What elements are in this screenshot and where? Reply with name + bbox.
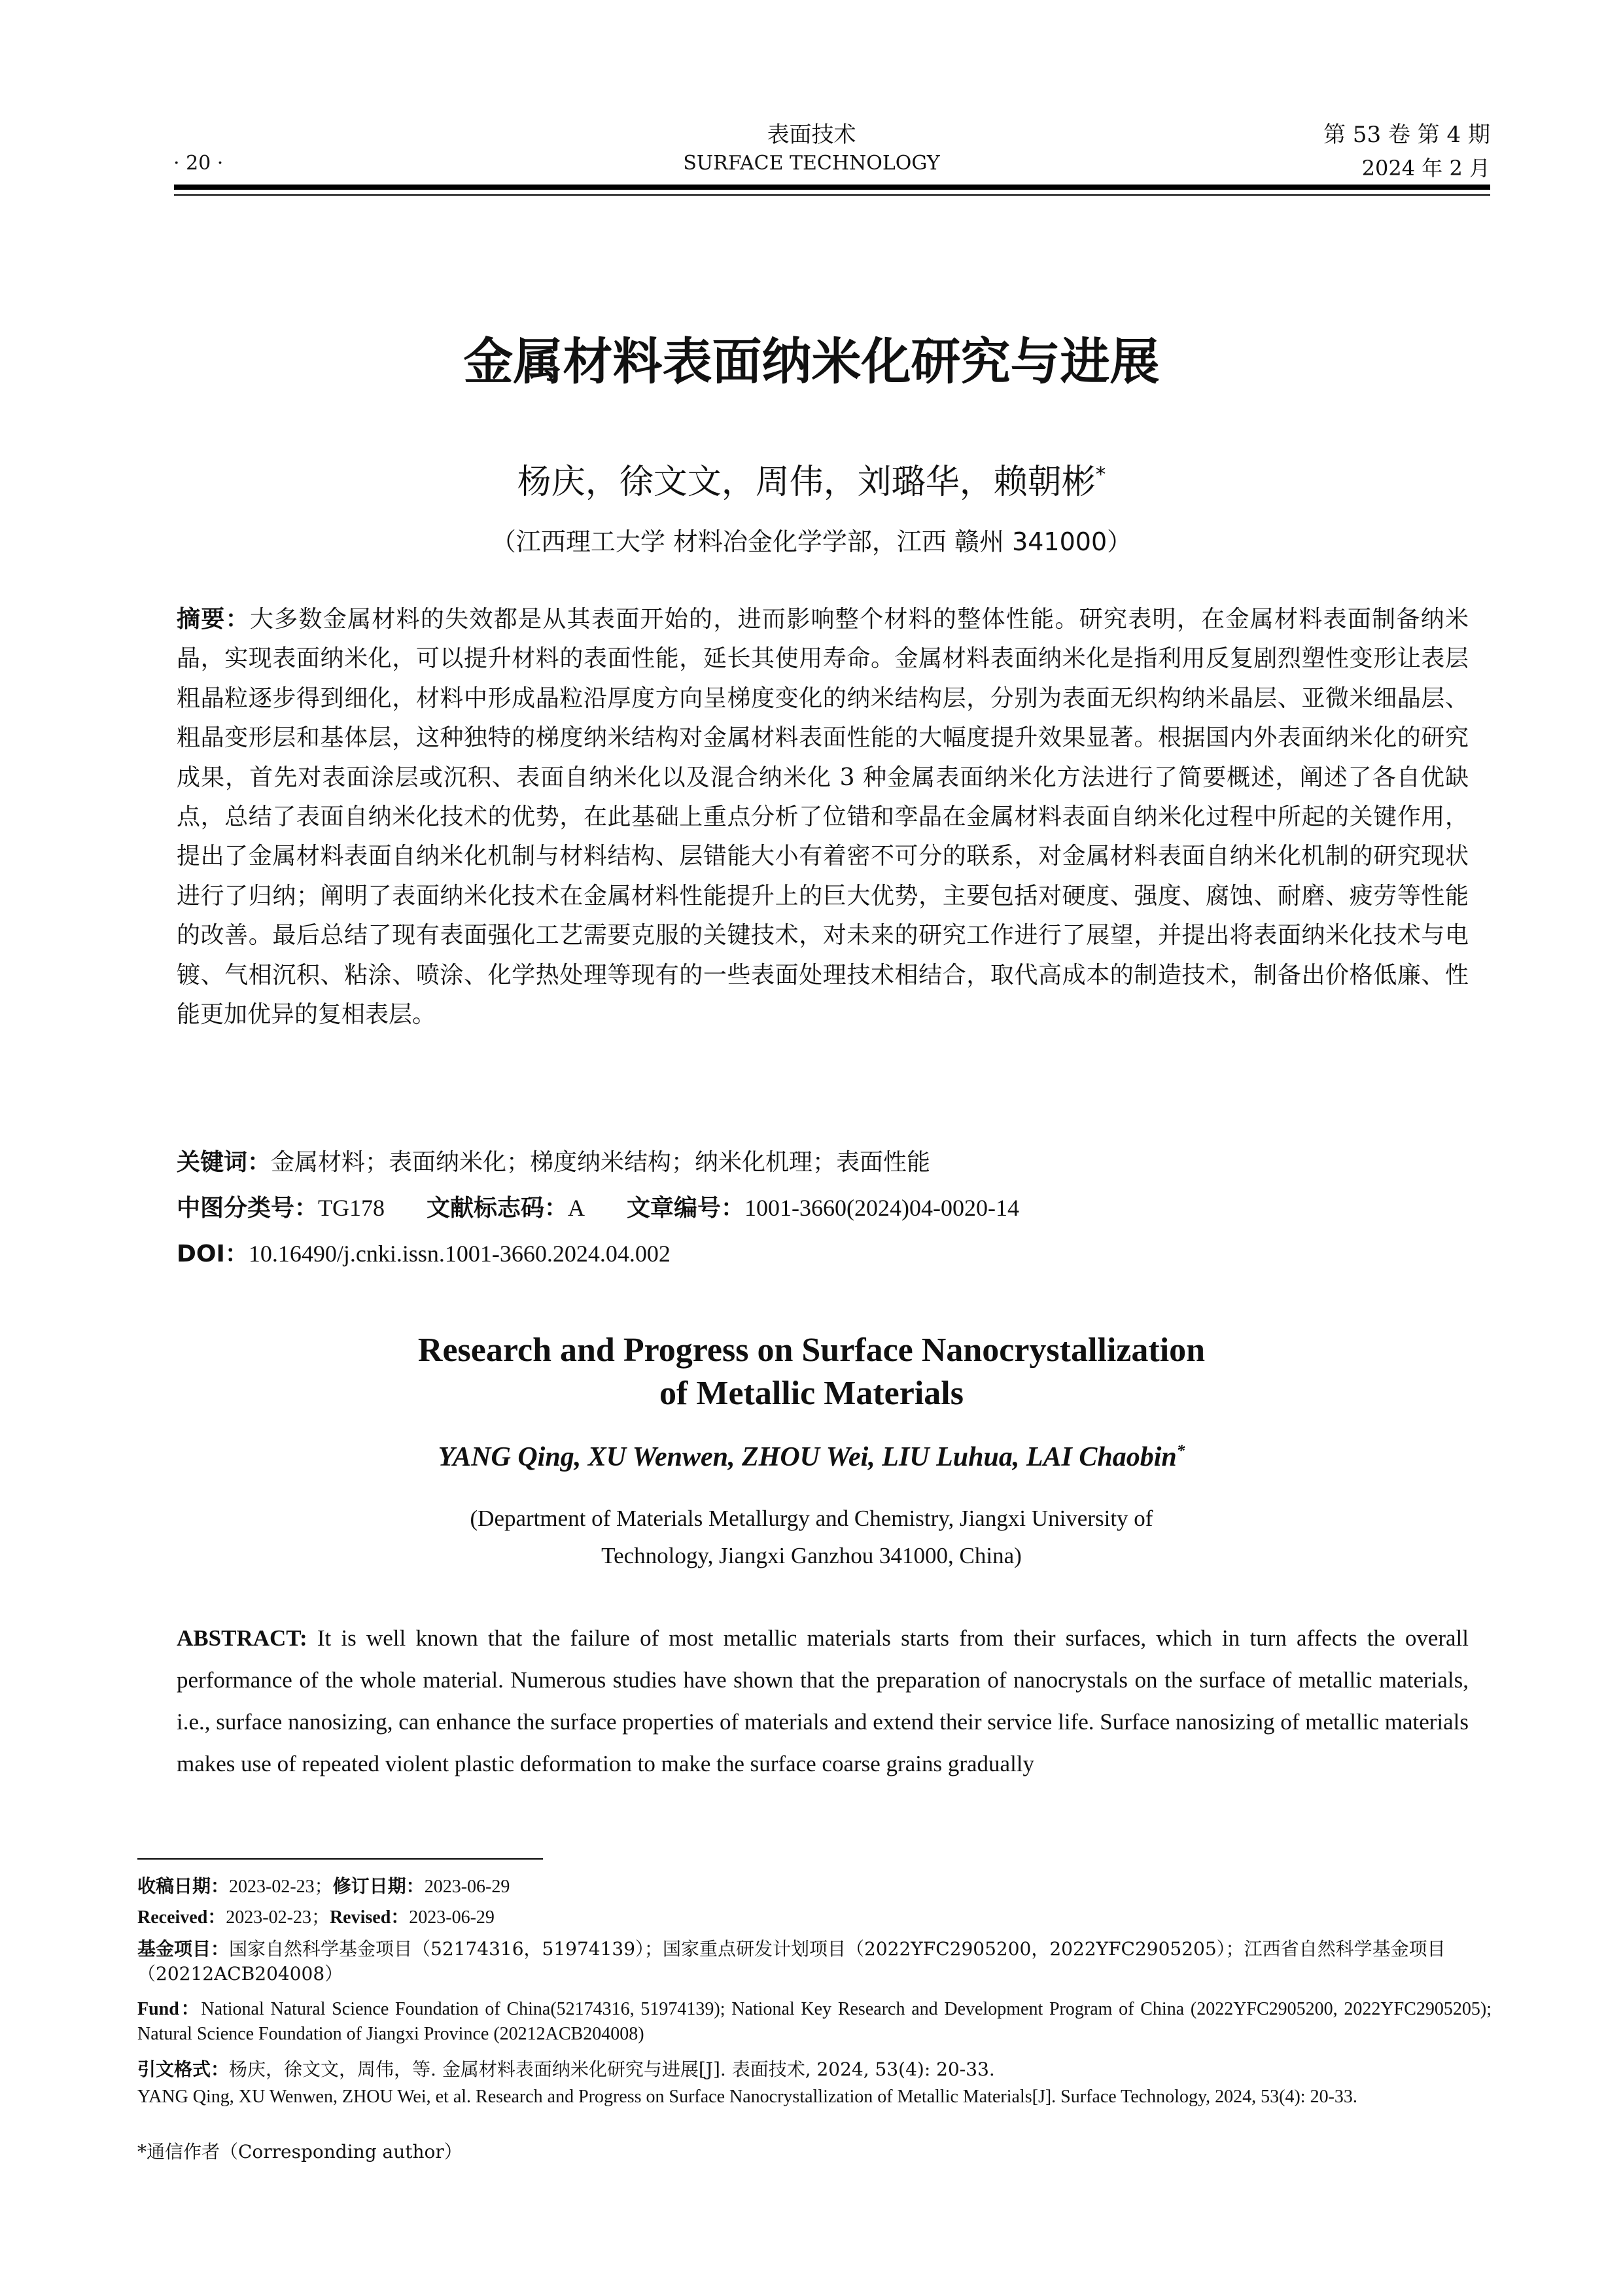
citation-en: YANG Qing, XU Wenwen, ZHOU Wei, et al. Research and Progress on Surface Nanocrystallization of Metallic Materials[J]. Surface Technology, 2024, 53(4): 20-33. (137, 2087, 1357, 2107)
authors-en (0, 1441, 1623, 1473)
revised-en-value: 2023-06-29 (409, 1907, 495, 1928)
citation-cn (137, 2057, 1492, 2082)
received-cn-label: 收稿日期： (137, 1875, 230, 1897)
affiliation-en-line1: (Department of Materials Metallurgy and Chemistry, Jiangxi University of (470, 1506, 1153, 1531)
abstract-cn-text: 大多数金属材料的失效都是从其表面开始的，进而影响整个材料的整体性能。研究表明，在金属材料表面制备纳米晶，实现表面纳米化，可以提升材料的表面性能，延长其使用寿命。金属材料表面纳米化是指利用反复剧烈塑性变形让表层粗晶粒逐步得到细化，材料中形成晶粒沿厚度方向呈梯度变化的纳米结构层，分别为表面无织构纳米晶层、亚微米细晶层、粗晶变形层和基体层，这种独特的梯度纳米结构对金属材料表面性能的大幅度提升效果显著。根据国内外表面纳米化的研究成果，首先对表面涂层或沉积、表面自纳米化以及混合纳米化 3 种金属表面纳米化方法进行了简要概述，阐述了各自优缺点，总结了表面自纳米化技术的优势，在此基础上重点分析了位错和孪晶在金属材料表面自纳米化过程中所起的关键作用，提出了金属材料表面自纳米化机制与材料结构、层错能大小有着密不可分的联系，对金属材料表面自纳米化机制的研究现状进行了归纳；阐明了表面纳米化技术在金属材料性能提升上的巨大优势，主要包括对硬度、强度、腐蚀、耐磨、疲劳等性能的改善。最后总结了现有表面强化工艺需要克服的关键技术，对未来的研究工作进行了展望，并提出将表面纳米化技术与电镀、气相沉积、粘涂、喷涂、化学热处理等现有的一些表面处理技术相结合，取代高成本的制造技术，制备出价格低廉、性能更加优异的复相表层。 (177, 606, 1469, 1029)
abstract-en-label: ABSTRACT: (177, 1625, 307, 1651)
doi-value[interactable]: 10.16490/j.cnki.issn.1001-3660.2024.04.002 (248, 1241, 671, 1267)
received-en-label: Received： (137, 1907, 226, 1928)
corresponding-mark-en: * (1176, 1442, 1185, 1460)
article-id-value: 1001-3660(2024)04-0020-14 (744, 1195, 1019, 1221)
received-cn-value: 2023-02-23； (229, 1877, 333, 1897)
revised-en-label: Revised： (329, 1907, 410, 1928)
doc-code-label: 文献标志码： (427, 1195, 568, 1222)
corresponding-author-note: *通信作者（Corresponding author） (137, 2141, 462, 2163)
doi-label: DOI： (177, 1241, 249, 1267)
paper-title-en-line2: of Metallic Materials (659, 1375, 964, 1412)
citation-cn-value: 杨庆，徐文文，周伟，等. 金属材料表面纳米化研究与进展[J]. 表面技术, 2024, 53(4): 20-33. (229, 2058, 995, 2080)
revised-cn-label: 修订日期： (332, 1875, 425, 1897)
paper-title-en (0, 1329, 1623, 1415)
keywords-line (177, 1144, 930, 1177)
fund-en-value: National Natural Science Foundation of China(52174316, 51974139); National Key Research and Development Program of China (2022YFC2905200, 2022YFC2905205); Natural Science Foundation of Jiangxi Province (20212ACB204008) (137, 1999, 1492, 2044)
fund-cn-label: 基金项目： (137, 1938, 230, 1960)
clc-value: TG178 (318, 1195, 385, 1221)
volume-issue: 第 53 卷 第 4 期 (1323, 122, 1490, 148)
article-id-label: 文章编号： (627, 1195, 745, 1222)
abstract-cn-label: 摘要： (177, 606, 250, 633)
page-number: · 20 · (173, 152, 224, 175)
journal-title-en: SURFACE TECHNOLOGY (683, 152, 940, 175)
received-en-value: 2023-02-23； (226, 1907, 330, 1928)
affiliation-cn: （江西理工大学 材料冶金化学学部，江西 赣州 341000） (491, 527, 1132, 556)
affiliation-en-line2: Technology, Jiangxi Ganzhou 341000, China) (601, 1543, 1022, 1568)
paper-title-cn: 金属材料表面纳米化研究与进展 (463, 332, 1160, 391)
issue-date: 2024 年 2 月 (1361, 156, 1490, 181)
authors-cn-names: 杨庆，徐文文，周伟，刘璐华，赖朝彬 (517, 463, 1096, 502)
affiliation-en (0, 1500, 1623, 1574)
fund-en (137, 1997, 1492, 2047)
classification-line (177, 1190, 1019, 1223)
authors-en-names: YANG Qing, XU Wenwen, ZHOU Wei, LIU Luhua, LAI Chaobin (438, 1442, 1177, 1472)
received-en (137, 1905, 1492, 1930)
citation-cn-label: 引文格式： (137, 2058, 230, 2080)
header-rule-thick (174, 185, 1490, 190)
authors-cn (0, 454, 1623, 503)
corresponding-mark: * (1095, 463, 1106, 487)
revised-cn-value: 2023-06-29 (424, 1877, 510, 1897)
fund-cn (137, 1937, 1492, 1987)
abstract-en (177, 1617, 1469, 1785)
clc-label: 中图分类号： (177, 1195, 319, 1222)
fund-cn-value: 国家自然科学基金项目（52174316，51974139）；国家重点研发计划项目（2022YFC2905200，2022YFC2905205）；江西省自然科学基金项目（20212ACB204008） (137, 1938, 1446, 1985)
received-cn (137, 1874, 1492, 1899)
fund-en-label: Fund： (137, 1999, 201, 2019)
footnote-rule (137, 1858, 543, 1860)
header-rule-thin (174, 194, 1490, 196)
journal-title-cn: 表面技术 (767, 122, 856, 148)
abstract-cn (177, 600, 1469, 1034)
doc-code-value: A (568, 1195, 585, 1221)
paper-title-en-line1: Research and Progress on Surface Nanocrystallization (417, 1332, 1206, 1369)
keywords-label: 关键词： (177, 1149, 271, 1176)
keywords-text: 金属材料；表面纳米化；梯度纳米结构；纳米化机理；表面性能 (271, 1149, 931, 1176)
doi-line (177, 1235, 671, 1269)
abstract-en-text: It is well known that the failure of most metallic materials starts from their surfaces, which in turn affects the overall performance of the whole material. Numerous studies have shown that the preparation of nanocrystals on the surface of metallic materials, i.e., surface nanosizing, can enhance the surface properties of materials and extend their service life. Surface nanosizing of metallic materials makes use of repeated violent plastic deformation to make the surface coarse grains gradually (177, 1625, 1469, 1776)
